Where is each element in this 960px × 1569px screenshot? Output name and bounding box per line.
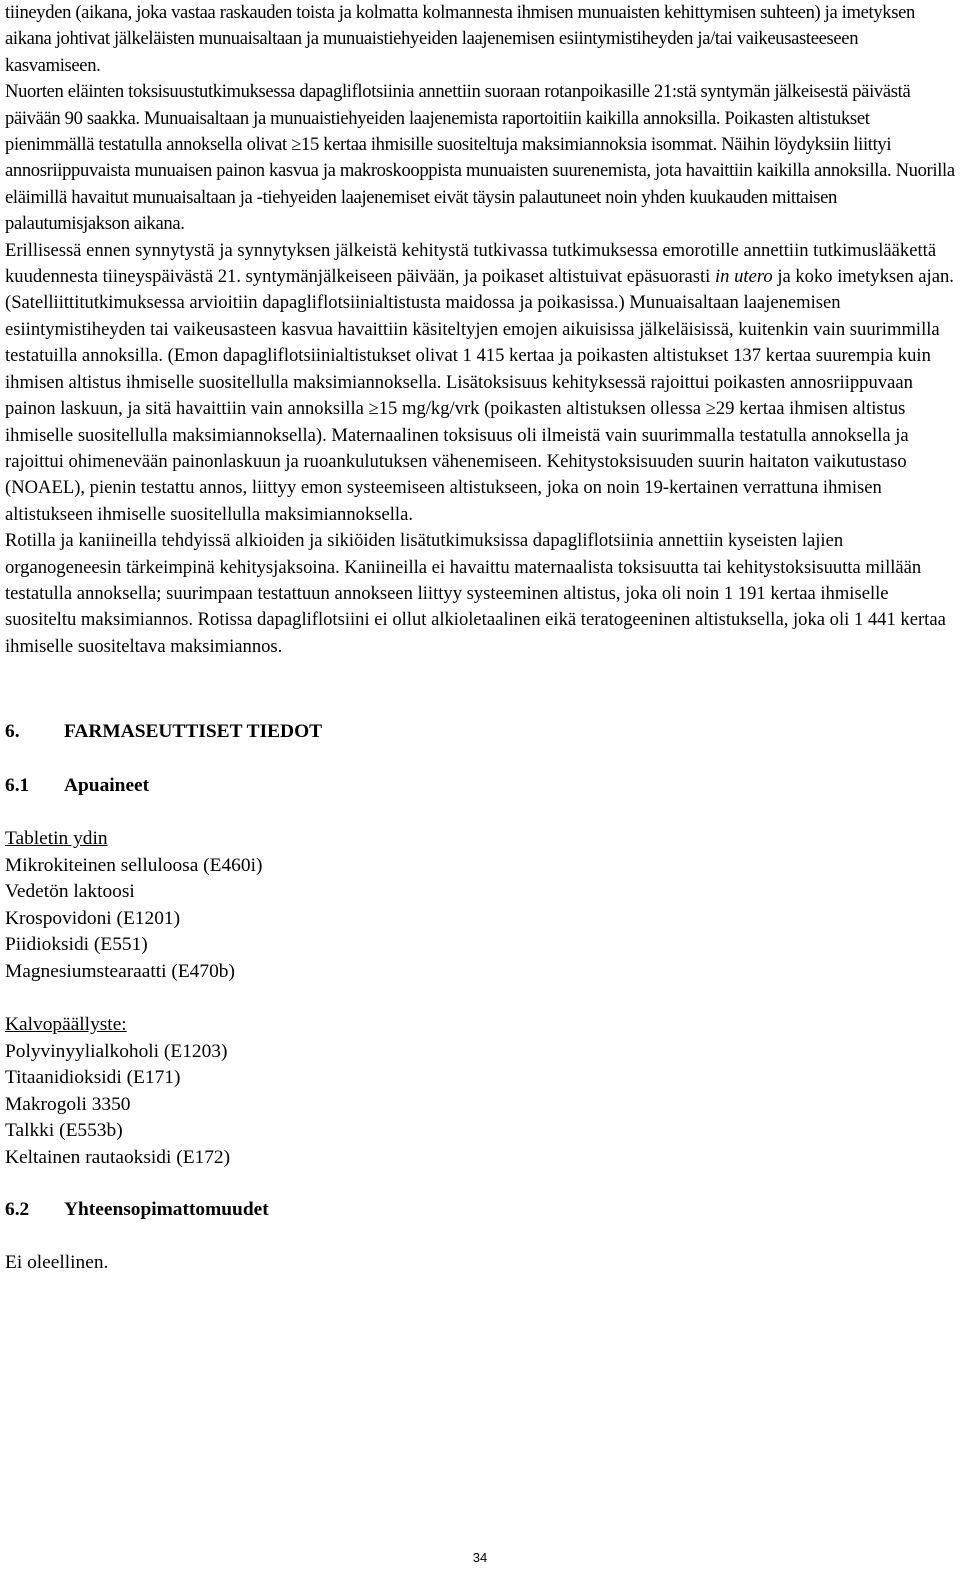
paragraph-kidney-development: tiineyden (aikana, joka vastaa raskauden toista ja kolmatta kolmannesta ihmisen munuaisten kehittymisen suhteen) ja imetyksen aikana johtivat jälkeläisten munuaisaltaan ja munuaistiehyeiden laajenemisen esiintymistiheyden ja/tai vaikeusasteeseen kasvamiseen.	[5, 2, 915, 76]
document-page	[5, 0, 955, 1276]
in-utero-italic: in utero	[715, 266, 773, 288]
list-item: Krospovidoni (E1201)	[5, 907, 181, 929]
list-item: Talkki (E553b)	[5, 1120, 123, 1142]
paragraph-juvenile-toxicity: Nuorten eläinten toksisuustutkimuksessa dapagliflotsiinia annettiin suoraan rotanpoikasille 21:stä syntymän jälkeisestä päivästä päivään 90 saakka. Munuaisaltaan ja munuaistiehyeiden laajenemista raportoitiin kaikilla annoksilla. Poikasten altistukset pienimmällä testatulla annoksella olivat ≥15 kertaa ihmisille suositeltuja maksimiannoksia isommat. Näihin löydyksiin liittyi annosriippuvaista munuaisen painon kasvua ja makroskooppista munuaisten suurenemista, jota havaittiin kaikilla annoksilla. Nuorilla eläimillä havaitut munuaisaltaan ja -tiehyeiden laajenemiset eivät täysin palautuneet noin yhden kuukauden mittaisen palautumisjakson aikana.	[5, 81, 955, 235]
section-6-1-heading	[5, 773, 955, 799]
section-6-2-title: Yhteensopimattomuudet	[64, 1199, 269, 1221]
section-6-2-heading	[5, 1197, 955, 1223]
list-item: Magnesiumstearaatti (E470b)	[5, 960, 235, 982]
paragraph-embryofetal-studies: Rotilla ja kaniineilla tehdyissä alkioiden ja sikiöiden lisätutkimuksissa dapagliflotsiinia annettiin kyseisten lajien organogeneesin tärkeimpinä kehitysjaksoina. Kaniineilla ei havaittu maternaalista toksisuutta tai kehitystoksisuutta millään testatulla annoksella; suurimpaan testattuun annokseen liittyy systeeminen altistus, joka oli noin 1 191 kertaa ihmiselle suositeltu maksimiannos. Rotissa dapagliflotsiini ei ollut alkioletaalinen eikä teratogeeninen altistuksella, joka oli 1 441 kertaa ihmiselle suositeltava maksimiannos.	[5, 530, 946, 657]
film-coating-list	[5, 1039, 955, 1172]
list-item: Mikrokiteinen selluloosa (E460i)	[5, 854, 263, 876]
paragraph-prenatal-postnatal-study	[5, 238, 955, 528]
section-6-1-number: 6.1	[5, 775, 30, 797]
list-item: Makrogoli 3350	[5, 1093, 131, 1115]
section-6-1-title: Apuaineet	[64, 775, 150, 797]
tablet-core-title: Tabletin ydin	[5, 828, 108, 850]
section-6-heading	[5, 719, 955, 745]
list-item: Keltainen rautaoksidi (E172)	[5, 1146, 231, 1168]
section-6-2-number: 6.2	[5, 1199, 30, 1221]
list-item: Polyvinyylialkoholi (E1203)	[5, 1040, 228, 1062]
list-item: Piidioksidi (E551)	[5, 934, 148, 956]
section-6-number: 6.	[5, 721, 20, 743]
tablet-core-list	[5, 853, 955, 986]
paragraph-text-end: ja koko imetyksen ajan. (Satelliittitutkimuksessa arvioitiin dapagliflotsiinialtistusta maidossa ja poikasissa.) Munuaisaltaan laajenemisen esiintymistiheyden tai vaikeusasteen kasvua havaittiin käsiteltyjen emojen aikuisissa jälkeläisissä, kuitenkin vain suurimmilla testatuilla annoksilla. (Emon dapagliflotsiinialtistukset olivat 1 415 kertaa ja poikasten altistukset 137 kertaa suurempia kuin ihmisen altistus ihmiselle suositellulla maksimiannoksella. Lisätoksisuus kehityksessä rajoittui poikasten annosriippuvaan painon laskuun, ja sitä havaittiin vain annoksilla ≥15 mg/kg/vrk (poikasten altistuksen ollessa ≥29 kertaa ihmisen altistus ihmiselle suositellulla maksimiannoksella). Maternaalinen toksisuus oli ilmeistä vain suurimmalla testatulla annoksella ja rajoittui ohimenevään painonlaskuun ja ruoankulutuksen vähenemiseen. Kehitystoksisuuden suurin haitaton vaikutustaso (NOAEL), pienin testattu annos, liittyy emon systeemiseen altistukseen, joka on noin 19-kertainen verrattuna ihmisen altistukseen ihmiselle suositellulla maksimiannoksella.	[5, 266, 954, 525]
film-coating-title: Kalvopäällyste:	[5, 1014, 127, 1036]
list-item: Titaanidioksidi (E171)	[5, 1067, 181, 1089]
section-6-title: FARMASEUTTISET TIEDOT	[64, 721, 323, 743]
paragraph-text-start: Erillisessä ennen synnytystä ja synnytyksen jälkeistä kehitystä tutkivassa tutkimuksessa emorotille annettiin tutkimuslääkettä kuudennesta tiineyspäivästä 21. syntymänjälkeiseen päivään, ja poikaset altistuivat epäsuorasti	[5, 239, 937, 288]
page-number: 34	[472, 1550, 488, 1565]
list-item: Vedetön laktoosi	[5, 881, 135, 903]
section-6-2-body: Ei oleellinen.	[5, 1252, 109, 1274]
